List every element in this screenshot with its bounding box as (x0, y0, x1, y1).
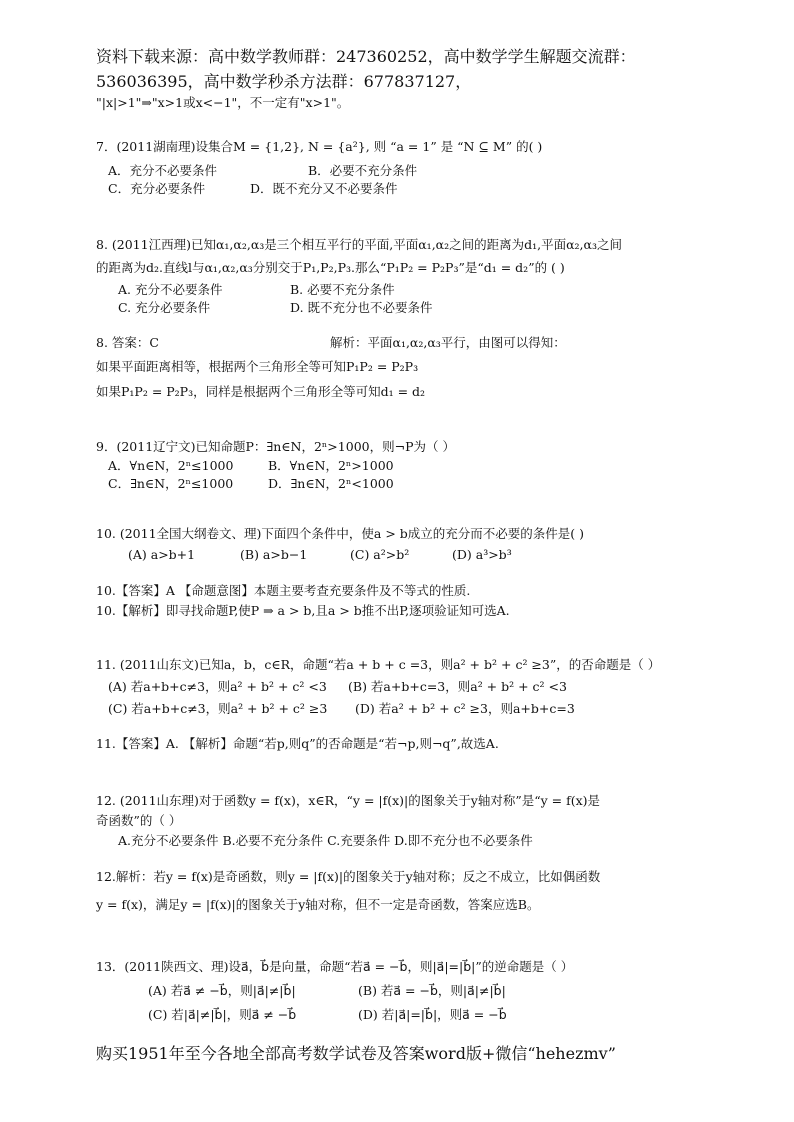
q8-option-a: A. 充分不必要条件 (118, 282, 223, 297)
q8-stem-line-2: 的距离为d₂.直线l与α₁,α₂,α₃分别交于P₁,P₂,P₃.那么“P₁P₂ = P₂P₃”是“d₁ = d₂”的 ( ) (96, 260, 565, 275)
q8-note-1: 如果平面距离相等，根据两个三角形全等可知P₁P₂ = P₂P₃ (96, 359, 419, 374)
q7-option-c: C．充分必要条件 (108, 181, 206, 196)
q8-analysis: 解析：平面α₁,α₂,α₃平行，由图可以得知： (330, 335, 566, 350)
q12-analysis-1: 12.解析：若y = f(x)是奇函数，则y = |f(x)|的图象关于y轴对称；反之不成立，比如偶函数 (96, 869, 601, 884)
q8-stem-line-1: 8. (2011江西理)已知α₁,α₂,α₃是三个相互平行的平面,平面α₁,α₂之间的距离为d₁,平面α₂,α₃之间 (96, 237, 622, 252)
q12-stem-line-1: 12. (2011山东理)对于函数y = f(x)，x∈R，“y = |f(x)|的图象关于y轴对称”是“y = f(x)是 (96, 793, 601, 808)
q9-option-b: B．∀n∈N，2ⁿ>1000 (268, 458, 394, 473)
q9-stem: 9．(2011辽宁文)已知命题P：∃n∈N，2ⁿ>1000，则¬P为（ ） (96, 439, 455, 454)
header-line-3: "|x|>1"⇒"x>1或x<−1"，不一定有"x>1"。 (96, 95, 350, 110)
q11-option-c: (C) 若a+b+c≠3，则a² + b² + c² ≥3 (108, 701, 328, 716)
q8-option-b: B. 必要不充分条件 (290, 282, 395, 297)
q10-answer: 10.【答案】A 【命题意图】本题主要考查充要条件及不等式的性质. (96, 583, 471, 598)
q13-option-d: (D) 若|a⃗|=|b⃗|，则a⃗ = −b⃗ (358, 1007, 507, 1022)
q11-option-a: (A) 若a+b+c≠3，则a² + b² + c² <3 (108, 679, 327, 694)
q13-stem: 13．(2011陕西文、理)设a⃗，b⃗是向量，命题“若a⃗ = −b⃗，则|a⃗|=|b⃗|”的逆命题是（ ） (96, 959, 574, 974)
q12-analysis-2: y = f(x)，满足y = |f(x)|的图象关于y轴对称，但不一定是奇函数，答案应选B。 (96, 897, 540, 912)
q13-option-a: (A) 若a⃗ ≠ −b⃗，则|a⃗|≠|b⃗| (148, 983, 296, 998)
q13-option-b: (B) 若a⃗ = −b⃗，则|a⃗|≠|b⃗| (358, 983, 506, 998)
q10-option-c: (C) a²>b² (350, 547, 410, 562)
q11-option-d: (D) 若a² + b² + c² ≥3，则a+b+c=3 (355, 701, 575, 716)
q7-option-d: D．既不充分又不必要条件 (250, 181, 398, 196)
q10-analysis: 10.【解析】即寻找命题P,使P ⇒ a > b,且a > b推不出P,逐项验证知可选A. (96, 603, 510, 618)
q9-option-c: C．∃n∈N，2ⁿ≤1000 (108, 476, 234, 491)
q7-option-a: A．充分不必要条件 (108, 163, 218, 178)
q11-option-b: (B) 若a+b+c=3，则a² + b² + c² <3 (348, 679, 567, 694)
q13-option-c: (C) 若|a⃗|≠|b⃗|，则a⃗ ≠ −b⃗ (148, 1007, 297, 1022)
q11-answer: 11.【答案】A. 【解析】命题“若p,则q”的否命题是“若¬p,则¬q”,故选A. (96, 736, 499, 751)
q8-option-d: D. 既不充分也不必要条件 (290, 300, 433, 315)
q8-option-c: C. 充分必要条件 (118, 300, 211, 315)
q10-option-a: (A) a>b+1 (128, 547, 196, 562)
q8-answer: 8. 答案：C (96, 335, 159, 350)
q12-options: A.充分不必要条件 B.必要不充分条件 C.充要条件 D.即不充分也不必要条件 (118, 833, 533, 848)
q10-stem: 10. (2011全国大纲卷文、理)下面四个条件中，使a > b成立的充分而不必要的条件是( ) (96, 526, 585, 541)
q7-option-b: B．必要不充分条件 (308, 163, 418, 178)
footer-ad: 购买1951年至今各地全部高考数学试卷及答案word版+微信“hehezmv” (96, 1044, 616, 1063)
q12-stem-line-2: 奇函数”的（ ） (96, 813, 182, 828)
q10-option-b: (B) a>b−1 (240, 547, 308, 562)
header-line-2: 536036395，高中数学秒杀方法群：677837127， (96, 72, 472, 91)
header-line-1: 资料下载来源：高中数学教师群：247360252，高中数学学生解题交流群： (96, 47, 636, 66)
q10-option-d: (D) a³>b³ (452, 547, 512, 562)
q11-stem: 11. (2011山东文)已知a，b，c∈R，命题“若a + b + c =3，则a² + b² + c² ≥3”，的否命题是（ ） (96, 657, 661, 672)
q8-note-2: 如果P₁P₂ = P₂P₃，同样是根据两个三角形全等可知d₁ = d₂ (96, 384, 426, 399)
q9-option-d: D．∃n∈N，2ⁿ<1000 (268, 476, 394, 491)
q7-stem: 7．(2011湖南理)设集合M = {1,2}, N = {a²}, 则 “a = 1” 是 “N ⊆ M” 的( ) (96, 139, 543, 154)
q9-option-a: A．∀n∈N，2ⁿ≤1000 (108, 458, 234, 473)
